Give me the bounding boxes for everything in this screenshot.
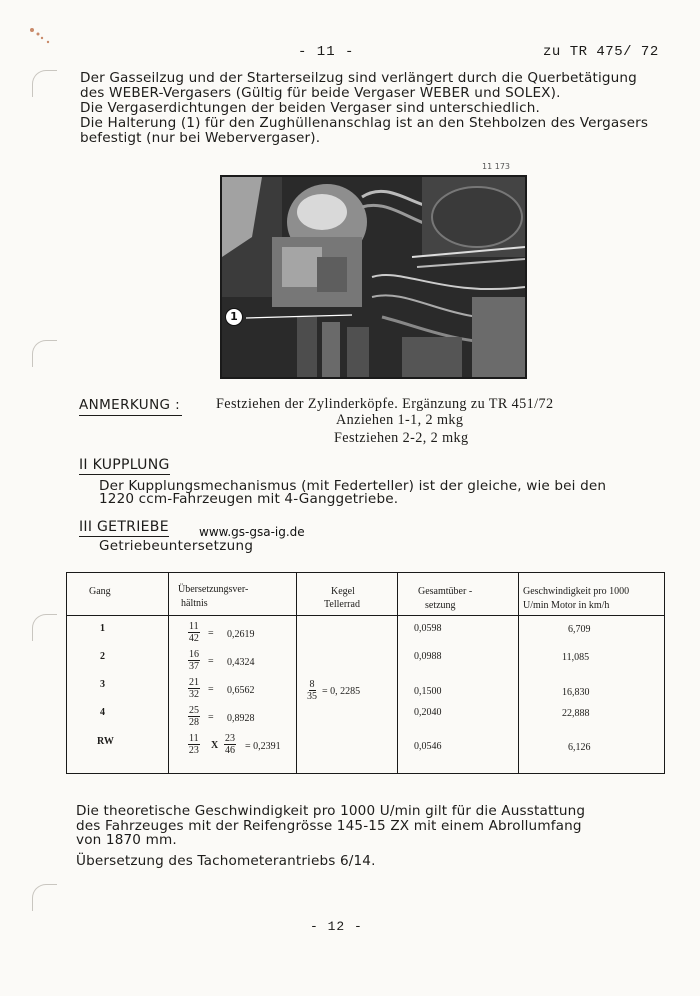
speed-cell: 22,888 [562, 708, 590, 719]
table-header-ratio: Übersetzungsver- [178, 584, 249, 595]
anmerkung-line: Festziehen 2-2, 2 mkg [334, 430, 469, 446]
heading-text: III GETRIEBE [79, 519, 169, 535]
ratio-fraction [224, 733, 236, 756]
numerator: 11 [189, 621, 199, 632]
multiply-sign: X [211, 740, 219, 751]
numerator: 11 [189, 733, 199, 744]
closing-line: Übersetzung des Tachometerantriebs 6/14. [76, 853, 376, 869]
intro-line: des WEBER-Vergasers (Gültig für beide Vergaser WEBER und SOLEX). [80, 85, 561, 101]
punch-hole-mark [32, 884, 57, 911]
intro-line: Die Halterung (1) für den Zughüllenanschlag ist an den Stehbolzen des Vergasers [80, 115, 649, 131]
ratio-value: 0,2619 [227, 629, 255, 640]
numerator: 16 [189, 649, 199, 660]
figure-id: 11 173 [482, 162, 510, 171]
ratio-fraction [188, 733, 200, 756]
intro-line: Die Vergaserdichtungen der beiden Vergaser sind unterschiedlich. [80, 100, 540, 116]
engine-photo [220, 175, 527, 379]
numerator: 25 [189, 705, 199, 716]
carburetor-photo-illustration [222, 177, 525, 377]
ratio-fraction [188, 705, 200, 728]
total-ratio-cell: 0,0988 [414, 651, 442, 662]
page-footer-number: - 12 - [310, 919, 363, 934]
ratio-value: 0,8928 [227, 713, 255, 724]
anmerkung-line: Anziehen 1-1, 2 mkg [336, 412, 464, 428]
intro-line: Der Gasseilzug und der Starterseilzug sind verlängert durch die Querbetätigung [80, 70, 637, 86]
gear-ratio-table [66, 572, 665, 774]
section-heading-kupplung [79, 457, 170, 473]
heading-text: II KUPPLUNG [79, 457, 170, 473]
ratio-value: 0,4324 [227, 657, 255, 668]
table-header-speed: Geschwindigkeit pro 1000 [523, 586, 630, 597]
kupplung-line: Der Kupplungsmechanismus (mit Federteller) ist der gleiche, wie bei den [99, 478, 607, 494]
section-heading-getriebe [79, 519, 169, 535]
total-ratio-cell: 0,0598 [414, 623, 442, 634]
punch-hole-mark [32, 340, 57, 367]
denominator: 23 [188, 745, 199, 756]
ratio-fraction [188, 649, 200, 672]
speed-cell: 16,830 [562, 687, 590, 698]
equals-sign: = [208, 628, 214, 639]
equals-sign: = [208, 712, 214, 723]
gang-cell: 2 [100, 651, 105, 662]
kegel-value: = 0, 2285 [322, 686, 361, 697]
speed-cell: 6,709 [568, 624, 591, 635]
table-header-speed: U/min Motor in km/h [523, 600, 610, 611]
punch-hole-mark [32, 614, 57, 641]
ratio-value: = 0,2391 [245, 741, 281, 752]
numerator: 23 [225, 733, 235, 744]
table-column-divider [296, 573, 297, 773]
ratio-fraction [188, 677, 200, 700]
speed-cell: 6,126 [568, 742, 591, 753]
ratio-value: 0,6562 [227, 685, 255, 696]
website-link[interactable]: www.gs-gsa-ig.de [199, 525, 305, 539]
table-column-divider [397, 573, 398, 773]
gang-cell: 3 [100, 679, 105, 690]
table-header-gang: Gang [89, 586, 111, 597]
anmerkung-label: ANMERKUNG : [79, 397, 181, 413]
table-header-total: Gesamtüber - [418, 586, 473, 597]
ink-stain [24, 22, 54, 48]
equals-sign: = [208, 656, 214, 667]
table-header-divider [67, 615, 664, 616]
kupplung-line: 1220 ccm-Fahrzeugen mit 4-Ganggetriebe. [99, 491, 399, 507]
closing-line: des Fahrzeuges mit der Reifengrösse 145-15 ZX mit einem Abrollumfang [76, 818, 582, 834]
closing-line: Die theoretische Geschwindigkeit pro 1000 U/min gilt für die Ausstattung [76, 803, 586, 819]
total-ratio-cell: 0,0546 [414, 741, 442, 752]
total-ratio-cell: 0,2040 [414, 707, 442, 718]
denominator: 28 [189, 717, 199, 728]
table-header-total: setzung [425, 600, 456, 611]
anmerkung-underline [79, 415, 182, 416]
gang-cell: 1 [100, 623, 105, 634]
denominator: 32 [189, 689, 199, 700]
numerator: 21 [189, 677, 199, 688]
table-column-divider [168, 573, 169, 773]
document-reference: zu TR 475/ 72 [543, 44, 659, 60]
gang-cell: 4 [100, 707, 105, 718]
intro-line: befestigt (nur bei Webervergaser). [80, 130, 321, 146]
table-header-ratio: hältnis [181, 598, 208, 609]
closing-line: von 1870 mm. [76, 832, 177, 848]
kegel-fraction [307, 679, 317, 702]
callout-marker: 1 [225, 308, 243, 326]
denominator: 37 [189, 661, 199, 672]
gang-cell: RW [97, 736, 114, 747]
getriebe-subheading: Getriebeuntersetzung [99, 538, 254, 554]
ratio-fraction [188, 621, 200, 644]
denominator: 42 [188, 633, 199, 644]
equals-sign: = [208, 684, 214, 695]
punch-hole-mark [32, 70, 57, 97]
denominator: 46 [225, 745, 235, 756]
total-ratio-cell: 0,1500 [414, 686, 442, 697]
speed-cell: 11,085 [562, 652, 590, 663]
anmerkung-line: Festziehen der Zylinderköpfe. Ergänzung zu TR 451/72 [216, 396, 554, 412]
page-number: - 11 - [298, 44, 355, 60]
numerator: 8 [309, 679, 315, 690]
denominator: 35 [307, 691, 317, 702]
table-header-kegel: Tellerrad [324, 599, 360, 610]
table-header-kegel: Kegel [331, 586, 355, 597]
table-column-divider [518, 573, 519, 773]
